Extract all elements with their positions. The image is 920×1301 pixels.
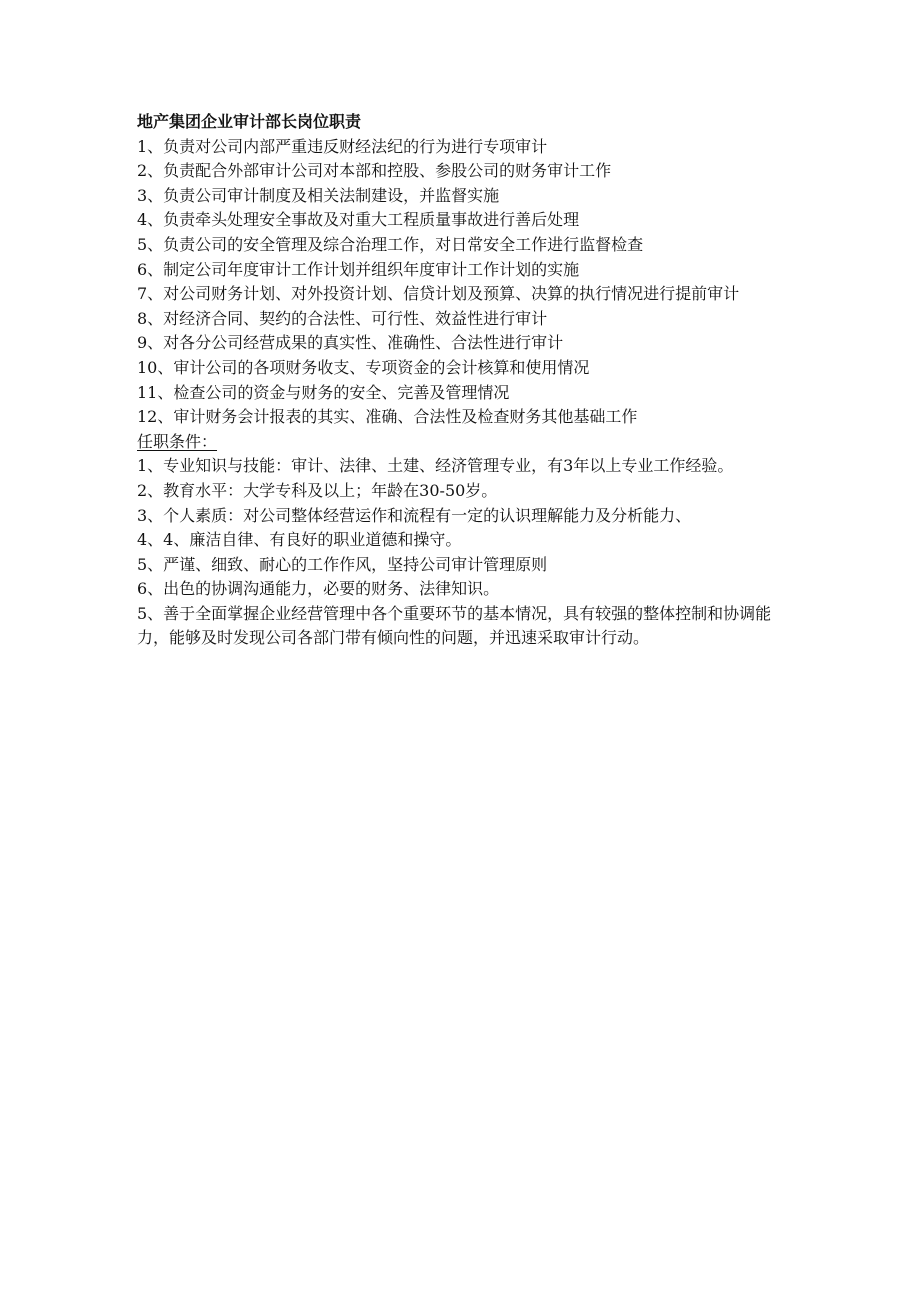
requirement-item: 2、教育水平：大学专科及以上；年龄在30-50岁。 [137,480,498,500]
requirements-list [137,454,787,651]
duty-item: 5、负责公司的安全管理及综合治理工作，对日常安全工作进行监督检查 [137,234,644,254]
duty-item: 10、审计公司的各项财务收支、专项资金的会计核算和使用情况 [137,357,590,377]
requirement-item: 1、专业知识与技能：审计、法律、土建、经济管理专业，有3年以上专业工作经验。 [137,456,734,476]
requirement-item: 5、严谨、细致、耐心的工作作风，坚持公司审计管理原则 [137,554,548,574]
requirement-item: 6、出色的协调沟通能力，必要的财务、法律知识。 [137,579,500,599]
duty-item: 8、对经济合同、契约的合法性、可行性、效益性进行审计 [137,308,548,328]
duties-list [137,135,787,430]
requirements-heading: 任职条件： [137,431,218,451]
requirement-item: 4、4、廉洁自律、有良好的职业道德和操守。 [137,530,462,550]
duty-item: 3、负责公司审计制度及相关法制建设，并监督实施 [137,185,500,205]
duty-item: 4、负责牵头处理安全事故及对重大工程质量事故进行善后处理 [137,210,580,230]
duty-item: 9、对各分公司经营成果的真实性、准确性、合法性进行审计 [137,333,564,353]
requirement-item: 3、个人素质：对公司整体经营运作和流程有一定的认识理解能力及分析能力、 [137,505,692,525]
duty-item: 7、对公司财务计划、对外投资计划、信贷计划及预算、决算的执行情况进行提前审计 [137,284,740,304]
document-body [137,110,787,651]
document-title: 地产集团企业审计部长岗位职责 [137,112,362,131]
requirement-item: 5、善于全面掌握企业经营管理中各个重要环节的基本情况，具有较强的整体控制和协调能力，能够及时发现公司各部门带有倾向性的问题，并迅速采取审计行动。 [137,603,772,648]
duty-item: 2、负责配合外部审计公司对本部和控股、参股公司的财务审计工作 [137,161,612,181]
duty-item: 12、审计财务会计报表的其实、准确、合法性及检查财务其他基础工作 [137,407,638,427]
duty-item: 11、检查公司的资金与财务的安全、完善及管理情况 [137,382,510,402]
duty-item: 1、负责对公司内部严重违反财经法纪的行为进行专项审计 [137,136,548,156]
duty-item: 6、制定公司年度审计工作计划并组织年度审计工作计划的实施 [137,259,580,279]
